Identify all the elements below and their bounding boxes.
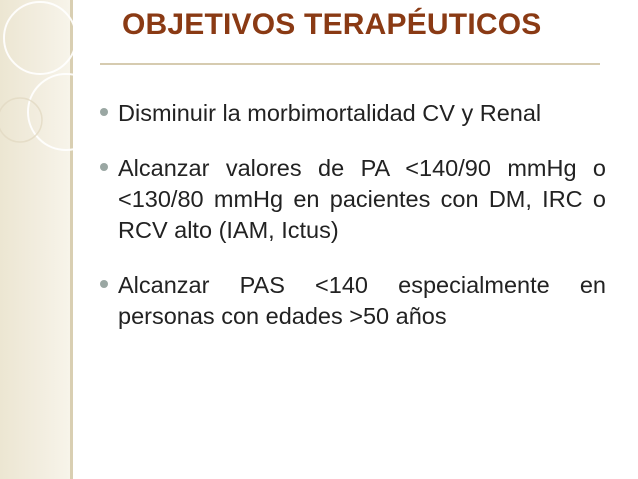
bullet-item [96,98,606,129]
bullet-text: Alcanzar PAS <140 especialmente en personas con edades >50 años [118,272,606,329]
bullet-text: Disminuir la morbimortalidad CV y Renal [118,100,542,126]
decorative-circles [0,0,110,160]
bullet-dot-icon [100,280,108,288]
title-underline [100,63,600,65]
bullet-item [96,270,606,332]
bullet-dot-icon [100,163,108,171]
slide-title: OBJETIVOS TERAPÉUTICOS [122,8,542,41]
bullet-dot-icon [100,108,108,116]
bullet-item [96,153,606,246]
bullet-text: Alcanzar valores de PA <140/90 mmHg o <130/80 mmHg en pacientes con DM, IRC o RCV alto (IAM, Ictus) [118,155,606,243]
bullet-list [96,98,606,332]
